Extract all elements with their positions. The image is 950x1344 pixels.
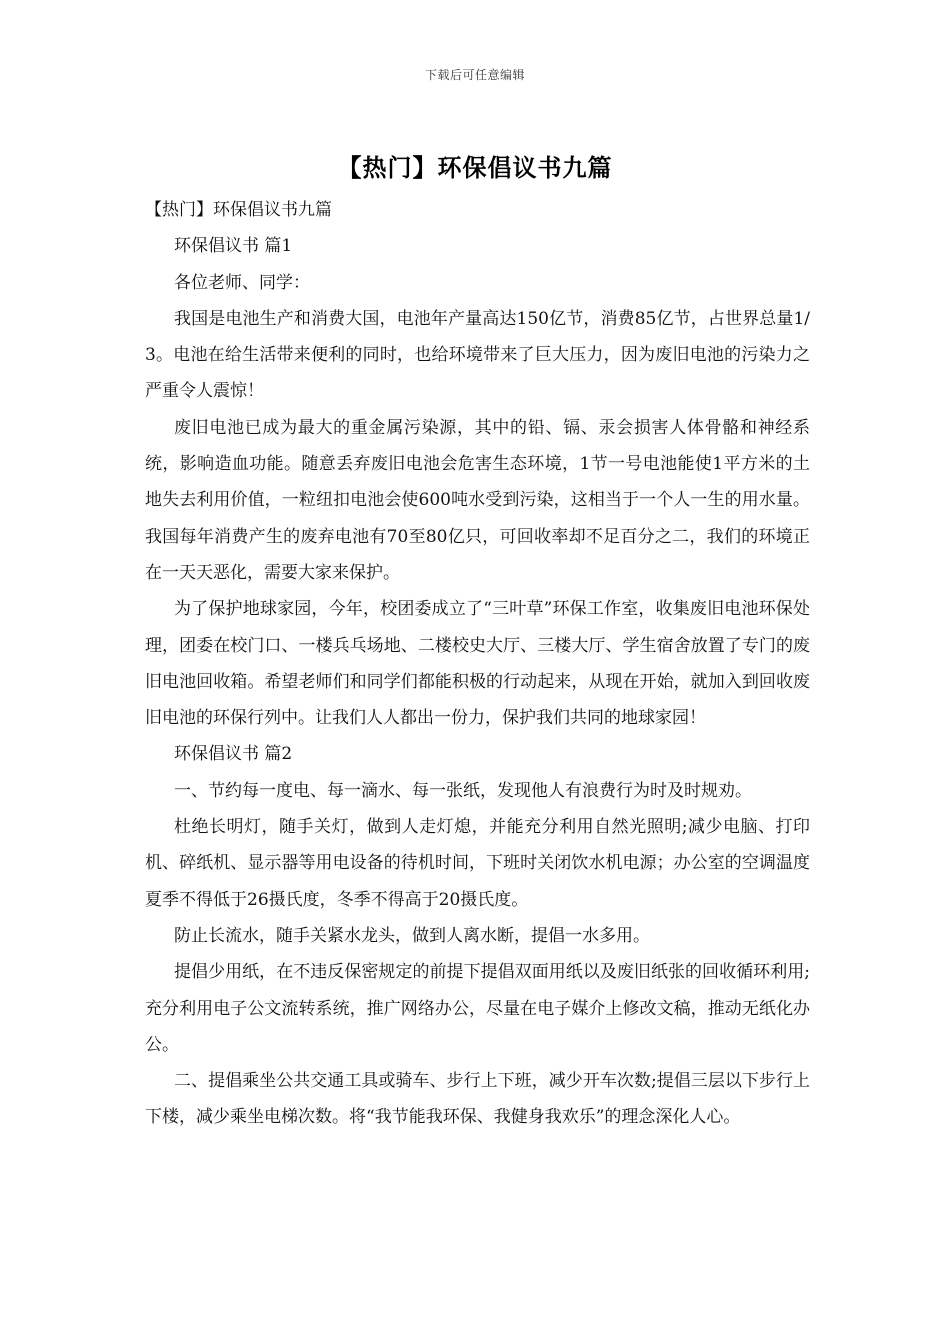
document-title: 【热门】环保倡议书九篇 — [337, 153, 613, 182]
body-paragraph: 提倡少用纸，在不违反保密规定的前提下提倡双面用纸以及废旧纸张的回收循环利用;充分利用电子公文流转系统，推广网络办公，尽量在电子媒介上修改文稿，推动无纸化办公。 — [145, 962, 810, 1055]
document-body — [145, 192, 810, 1136]
body-paragraph: 杜绝长明灯，随手关灯，做到人走灯熄，并能充分利用自然光照明;减少电脑、打印机、碎纸机、显示器等用电设备的待机时间，下班时关闭饮水机电源；办公室的空调温度夏季不得低于26摄氏度，冬季不得高于20摄氏度。 — [145, 817, 810, 910]
body-paragraph: 一、节约每一度电、每一滴水、每一张纸，发现他人有浪费行为时及时规劝。 — [174, 780, 752, 801]
body-paragraph: 我国是电池生产和消费大国，电池年产量高达150亿节，消费85亿节，占世界总量1/3。电池在给生活带来便利的同时，也给环境带来了巨大压力，因为废旧电池的污染力之严重令人震惊！ — [145, 308, 810, 402]
section-heading: 环保倡议书 篇1 — [174, 236, 293, 257]
body-paragraph: 二、提倡乘坐公共交通工具或骑车、步行上下班，减少开车次数;提倡三层以下步行上下楼，减少乘坐电梯次数。将“我节能我环保、我健身我欢乐”的理念深化人心。 — [145, 1071, 810, 1128]
section-heading: 环保倡议书 篇2 — [174, 744, 293, 765]
body-paragraph: 防止长流水，随手关紧水龙头，做到人离水断，提倡一水多用。 — [174, 925, 650, 946]
body-paragraph: 废旧电池已成为最大的重金属污染源，其中的铅、镉、汞会损害人体骨骼和神经系统，影响造血功能。随意丢弃废旧电池会危害生态环境，1节一号电池能使1平方米的土地失去利用价值，一粒纽扣电池会使600吨水受到污染，这相当于一个人一生的用水量。我国每年消费产生的废弃电池有70至80亿只，可回收率却不足百分之二，我们的环境正在一天天恶化，需要大家来保护。 — [145, 417, 810, 583]
body-paragraph: 为了保护地球家园，今年，校团委成立了“三叶草”环保工作室，收集废旧电池环保处理，团委在校门口、一楼兵乓场地、二楼校史大厅、三楼大厅、学生宿舍放置了专门的废旧电池回收箱。希望老师们和同学们都能积极的行动起来，从现在开始，就加入到回收废旧电池的环保行列中。让我们人人都出一份力，保护我们共同的地球家园！ — [145, 599, 810, 729]
body-paragraph: 【热门】环保倡议书九篇 — [145, 200, 332, 220]
salutation: 各位老师、同学： — [174, 272, 310, 293]
header-note: 下载后可任意编辑 — [424, 68, 525, 82]
